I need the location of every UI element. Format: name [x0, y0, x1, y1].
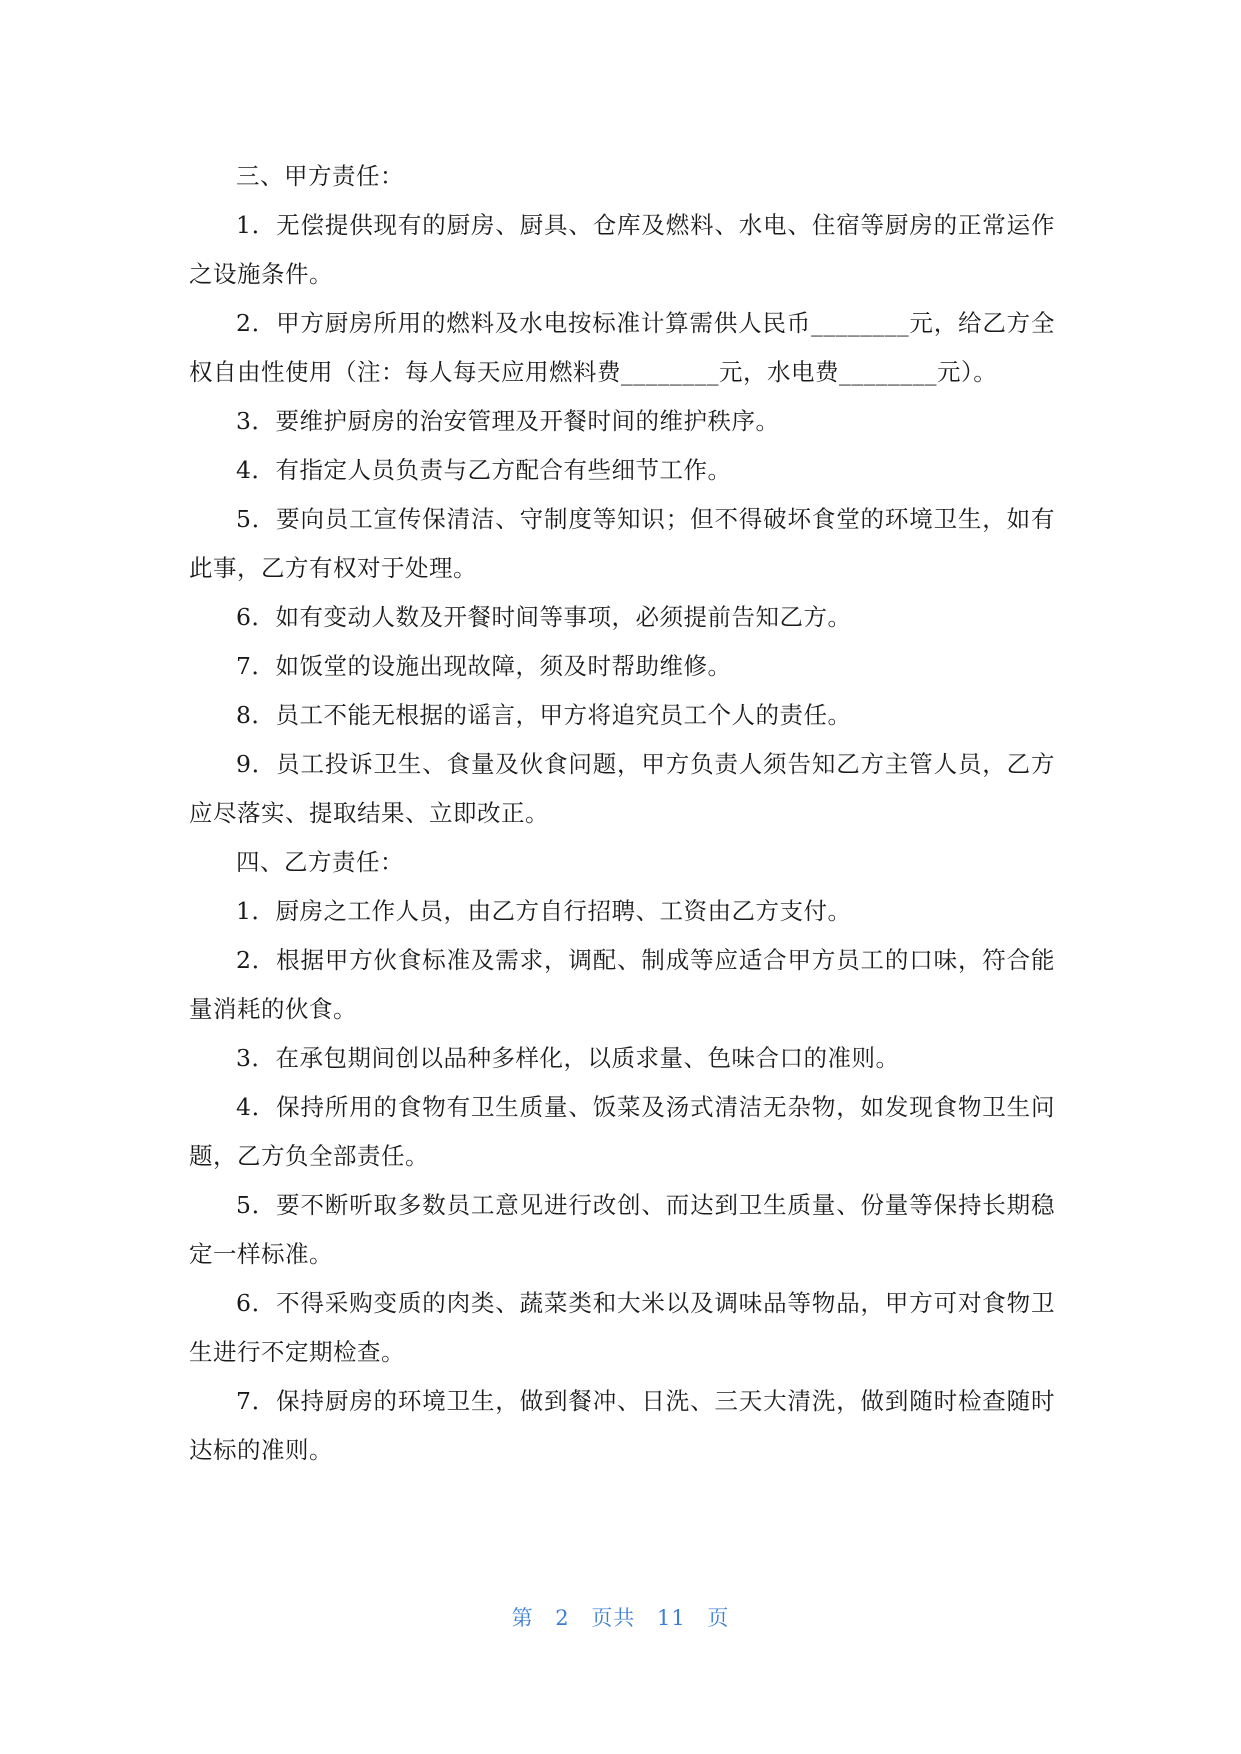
paragraph-a-3: 3．要维护厨房的治安管理及开餐时间的维护秩序。 — [236, 407, 780, 435]
paragraph-a-2: 2．甲方厨房所用的燃料及水电按标准计算需供人民币________元，给乙方全权自由性使用（注：每人每天应用燃料费________元，水电费________元）。 — [189, 309, 1055, 386]
section-heading-party-b: 四、乙方责任： — [236, 848, 404, 876]
paragraph-a-1: 1．无偿提供现有的厨房、厨具、仓库及燃料、水电、住宿等厨房的正常运作之设施条件。 — [189, 211, 1055, 288]
paragraph-b-5: 5．要不断听取多数员工意见进行改创、而达到卫生质量、份量等保持长期稳定一样标准。 — [189, 1191, 1055, 1268]
paragraph-b-7: 7．保持厨房的环境卫生，做到餐冲、日洗、三天大清洗，做到随时检查随时达标的准则。 — [189, 1387, 1055, 1464]
paragraph-b-4: 4．保持所用的食物有卫生质量、饭菜及汤式清洁无杂物，如发现食物卫生问题，乙方负全部责任。 — [189, 1093, 1055, 1170]
paragraph-b-3: 3．在承包期间创以品种多样化，以质求量、色味合口的准则。 — [236, 1044, 900, 1072]
paragraph-a-4: 4．有指定人员负责与乙方配合有些细节工作。 — [236, 456, 732, 484]
footer-suffix: 页 — [707, 1606, 730, 1630]
footer-mid: 页共 — [591, 1606, 636, 1630]
footer-total-pages: 11 — [657, 1606, 686, 1630]
paragraph-a-6: 6．如有变动人数及开餐时间等事项，必须提前告知乙方。 — [236, 603, 852, 631]
footer-current-page: 2 — [555, 1606, 570, 1630]
paragraph-b-6: 6．不得采购变质的肉类、蔬菜类和大米以及调味品等物品，甲方可对食物卫生进行不定期检查。 — [189, 1289, 1055, 1366]
page-footer — [0, 1602, 1241, 1632]
document-body — [189, 152, 1055, 1475]
paragraph-b-1: 1．厨房之工作人员，由乙方自行招聘、工资由乙方支付。 — [236, 897, 852, 925]
section-heading-party-a: 三、甲方责任： — [236, 162, 404, 190]
paragraph-a-7: 7．如饭堂的设施出现故障，须及时帮助维修。 — [236, 652, 732, 680]
footer-prefix: 第 — [511, 1606, 534, 1630]
paragraph-a-5: 5．要向员工宣传保清洁、守制度等知识；但不得破坏食堂的环境卫生，如有此事，乙方有权对于处理。 — [189, 505, 1055, 582]
paragraph-b-2: 2．根据甲方伙食标准及需求，调配、制成等应适合甲方员工的口味，符合能量消耗的伙食。 — [189, 946, 1055, 1023]
paragraph-a-9: 9．员工投诉卫生、食量及伙食问题，甲方负责人须告知乙方主管人员，乙方应尽落实、提取结果、立即改正。 — [189, 750, 1055, 827]
paragraph-a-8: 8．员工不能无根据的谣言，甲方将追究员工个人的责任。 — [236, 701, 852, 729]
